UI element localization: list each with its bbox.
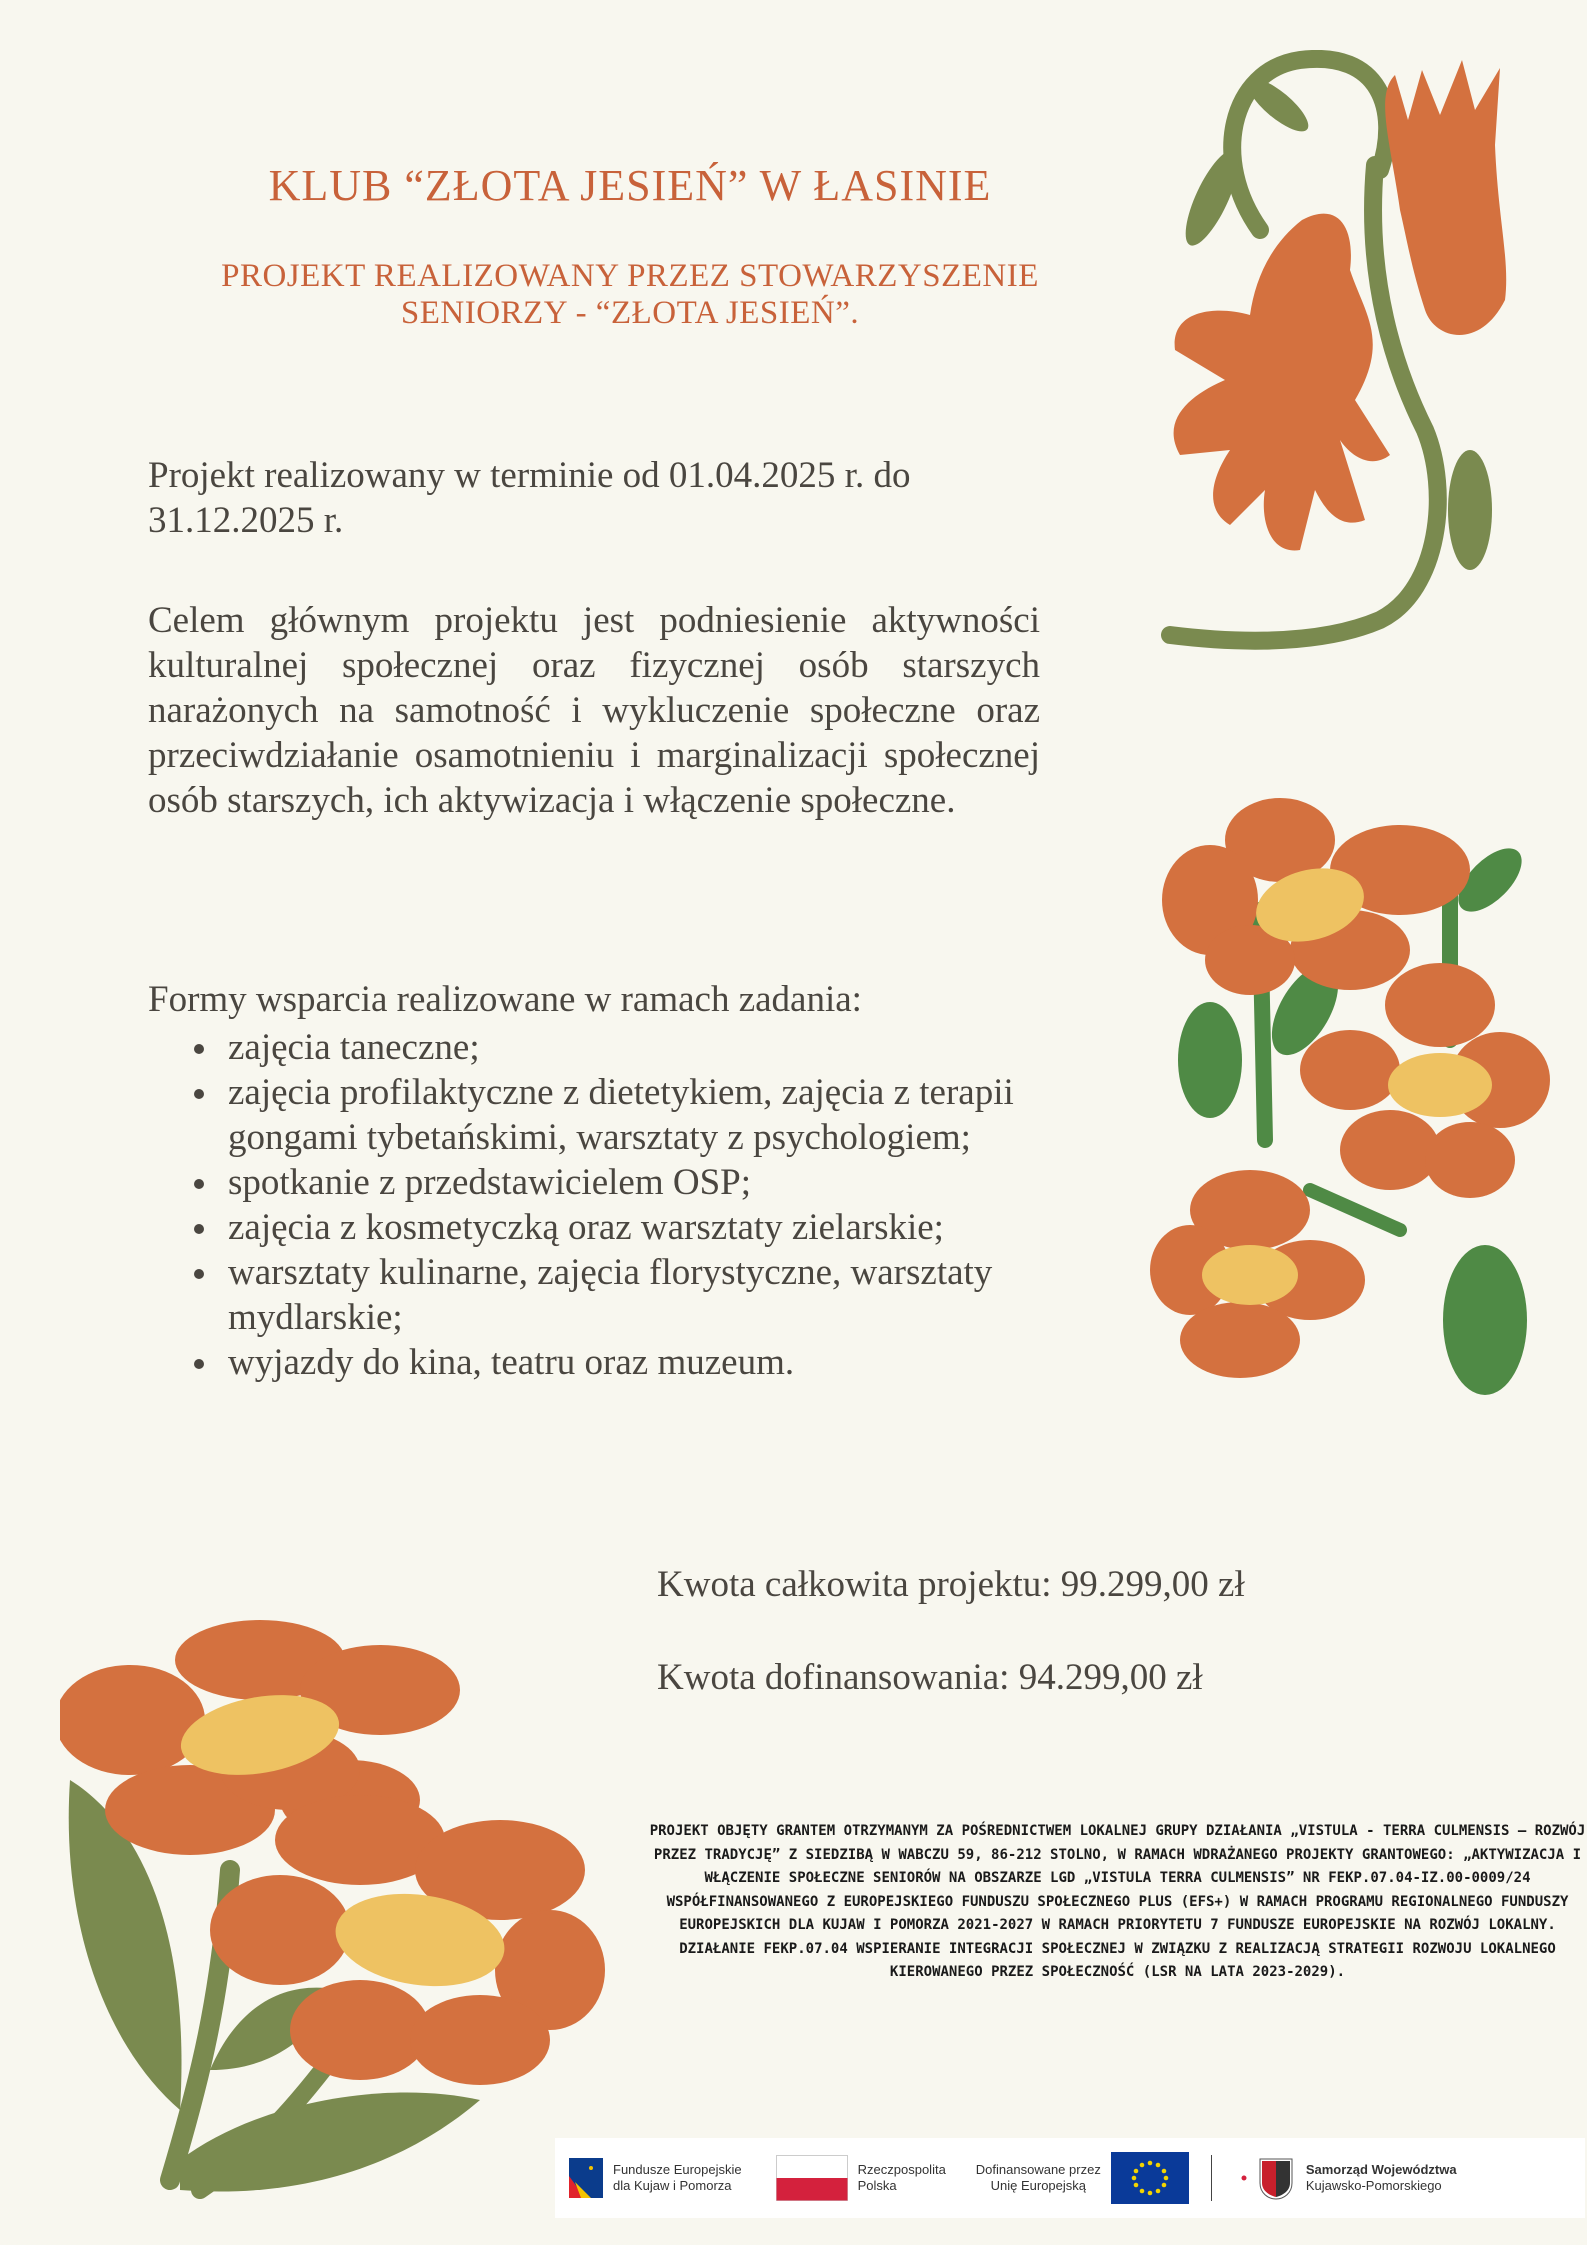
fe-flag-icon — [569, 2158, 603, 2198]
bell-flower-illustration — [1150, 50, 1570, 670]
support-forms-list — [180, 1025, 1080, 1385]
funding-logo-bar — [555, 2138, 1585, 2218]
rp-line-2: Polska — [857, 2178, 897, 2193]
list-item: wyjazdy do kina, teatru oraz muzeum. — [180, 1340, 1080, 1385]
daisy-group-illustration — [1150, 760, 1550, 1400]
legal-note: PROJEKT OBJĘTY GRANTEM OTRZYMANYM ZA POŚREDNICTWEM LOKALNEJ GRUPY DZIAŁANIA „VISTULA - TERRA CULMENSIS – ROZWÓJ PRZEZ TRADYCJĘ” Z SIEDZIBĄ W WABCZU 59, 86-212 STOLNO, W RAMACH WDRAŻANEGO PROJEKTY GRANTOWEGO: „AKTYWIZACJA I WŁĄCZENIE SPOŁECZNE SENIORÓW NA OBSZARZE LGD „VISTULA TERRA CULMENSIS” NR FEKP.07.04-IZ.00-0009/24 WSPÓŁFINANSOWANEGO Z EUROPEJSKIEGO FUNDUSZU SPOŁECZNEGO PLUS (EFS+) W RAMACH PROGRAMU REGIONALNEGO FUNDUSZY EUROPEJSKICH DLA KUJAW I POMORZA 2021-2027 W RAMACH PRIORYTETU 7 FUNDUSZE EUROPEJSKIE NA ROZWÓJ LOKALNY. DZIAŁANIE FEKP.07.04 WSPIERANIE INTEGRACJI SPOŁECZNEJ W ZWIĄZKU Z REALIZACJĄ STRATEGII ROZWOJU LOKALNEGO KIEROWANEGO PRZEZ SPOŁECZNOŚĆ (LSR NA LATA 2023-2029). — [649, 1823, 1586, 1980]
list-item: spotkanie z przedstawicielem OSP; — [180, 1160, 1080, 1205]
project-term: Projekt realizowany w terminie od 01.04.2025 r. do 31.12.2025 r. — [148, 455, 911, 541]
page-subtitle — [100, 258, 1160, 332]
fe-line-1: Fundusze Europejskie — [613, 2162, 742, 2177]
sw-logo — [1240, 2155, 1457, 2201]
list-item: zajęcia z kosmetyczką oraz warsztaty zielarskie; — [180, 1205, 1080, 1250]
sw-line-1: Samorząd Województwa — [1305, 2162, 1457, 2177]
rp-line-1: Rzeczpospolita — [857, 2162, 946, 2177]
support-forms-heading: Formy wsparcia realizowane w ramach zadania: — [148, 979, 862, 1020]
total-amount: Kwota całkowita projektu: 99.299,00 zł — [657, 1564, 1245, 1605]
list-item: zajęcia taneczne; — [180, 1025, 1080, 1070]
list-item: zajęcia profilaktyczne z dietetykiem, zajęcia z terapii gongami tybetańskimi, warsztaty z psychologiem; — [180, 1070, 1080, 1160]
eu-logo — [976, 2152, 1189, 2204]
poland-flag-icon — [776, 2155, 848, 2201]
eu-flag-icon — [1111, 2152, 1189, 2204]
eu-line-2: Unię Europejską — [990, 2178, 1086, 2193]
project-goal: Celem głównym projektu jest podniesienie aktywności kulturalnej społecznej oraz fizycznej osób starszych narażonych na samotność i wykluczenie społeczne oraz przeciwdziałanie osamotnieniu i marginalizacji społecznej osób starszych, ich aktywizacja i włączenie społeczne. — [148, 600, 1040, 821]
rp-logo — [776, 2155, 946, 2201]
page-title: KLUB “ZŁOTA JESIEŃ” W ŁASINIE — [268, 161, 992, 210]
fe-logo — [569, 2158, 742, 2198]
subtitle-line-1: PROJEKT REALIZOWANY PRZEZ STOWARZYSZENIE — [221, 258, 1039, 294]
list-item: warsztaty kulinarne, zajęcia florystyczne, warsztaty mydlarskie; — [180, 1250, 1080, 1340]
cofinancing-amount: Kwota dofinansowania: 94.299,00 zł — [657, 1657, 1203, 1698]
fe-line-2: dla Kujaw i Pomorza — [613, 2178, 732, 2193]
subtitle-line-2: SENIORZY - “ZŁOTA JESIEŃ”. — [400, 295, 860, 331]
kujawsko-pomorskie-crest-icon — [1240, 2155, 1296, 2201]
large-daisy-illustration — [60, 1600, 620, 2220]
eu-line-1: Dofinansowane przez — [975, 2162, 1101, 2177]
sw-line-2: Kujawsko-Pomorskiego — [1305, 2178, 1442, 2193]
logo-divider — [1211, 2155, 1212, 2201]
